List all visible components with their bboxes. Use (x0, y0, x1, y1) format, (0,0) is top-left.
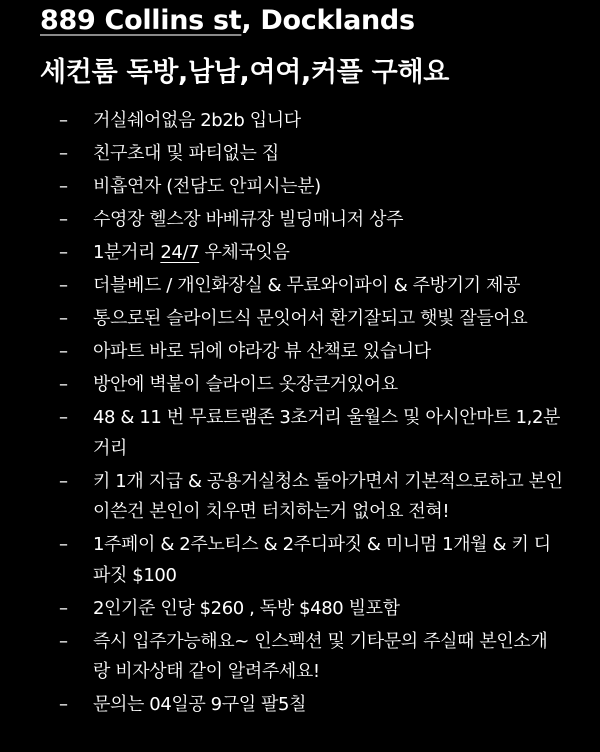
bullet-dash: – (59, 374, 68, 395)
list-item (0, 106, 600, 137)
bullet-dash: – (59, 176, 68, 197)
list-item (0, 139, 600, 170)
suburb-text: , Docklands (241, 5, 415, 36)
list-item-text-prefix: 1분거리 (93, 242, 161, 263)
bullet-dash: – (59, 341, 68, 362)
list-item-text: 수영장 헬스장 바베큐장 빌딩매니저 상주 (93, 209, 404, 230)
bullet-dash: – (59, 407, 68, 428)
bullet-dash: – (59, 110, 68, 131)
bullet-dash: – (59, 308, 68, 329)
bullet-dash: – (59, 597, 68, 619)
address-link-text: 889 Collins st (40, 5, 242, 36)
list-item (0, 370, 600, 401)
list-item (0, 627, 600, 688)
list-item (0, 467, 600, 528)
list-item-text: 키 1개 지급 & 공용거실청소 돌아가면서 기본적으로하고 본인이쓴건 본인이 치우면 터치하는거 없어요 전혀! (93, 470, 563, 522)
list-item-text: 2인기준 인당 $260 , 독방 $480 빌포함 (93, 597, 400, 619)
list-item (0, 271, 600, 302)
list-item-text: 비흡연자 (전담도 안피시는분) (93, 176, 321, 197)
list-item (0, 530, 600, 591)
list-item (0, 238, 600, 269)
bullet-dash: – (59, 242, 68, 263)
list-item (0, 594, 600, 625)
list-item (0, 304, 600, 335)
bullet-dash: – (59, 534, 68, 555)
list-item-text-underlined: 24/7 (160, 242, 200, 263)
title-address (40, 4, 415, 38)
list-item-text: 더블베드 / 개인화장실 & 무료와이파이 & 주방기기 제공 (93, 275, 520, 296)
list-item-text: 거실쉐어없음 2b2b 입니다 (93, 110, 301, 131)
list-item-text: 48 & 11 번 무료트램존 3초거리 울월스 및 아시안마트 1,2분거리 (93, 407, 560, 459)
list-item (0, 205, 600, 236)
list-item-text-suffix: 우체국잇음 (199, 242, 290, 263)
list-item-text: 통으로된 슬라이드식 문잇어서 환기잘되고 햇빛 잘들어요 (93, 308, 528, 329)
page-title: 세컨룸 독방,남남,여여,커플 구해요 (40, 57, 450, 88)
bullet-dash: – (59, 275, 68, 296)
list-item-text: 1주페이 & 2주노티스 & 2주디파짓 & 미니멈 1개월 & 키 디파짓 $100 (93, 534, 551, 586)
list-item-text: 친구초대 및 파티없는 집 (93, 143, 279, 164)
bullet-dash: – (59, 209, 68, 230)
list-item (0, 172, 600, 203)
list-item (0, 403, 600, 464)
bullet-dash: – (59, 630, 68, 652)
list-item (0, 337, 600, 368)
bullet-dash: – (59, 694, 68, 715)
list-item (0, 690, 600, 721)
bullet-dash: – (59, 470, 68, 492)
feature-list (0, 106, 600, 723)
list-item-text: 즉시 입주가능해요~ 인스펙션 및 기타문의 주실때 본인소개랑 비자상태 같이 알려주세요! (93, 630, 548, 682)
list-item-text: 방안에 벽붙이 슬라이드 옷장큰거있어요 (93, 374, 398, 395)
list-item-text: 아파트 바로 뒤에 야라강 뷰 산책로 있습니다 (93, 341, 431, 362)
list-item-text: 문의는 04일공 9구일 팔5칠 (93, 694, 307, 715)
bullet-dash: – (59, 143, 68, 164)
